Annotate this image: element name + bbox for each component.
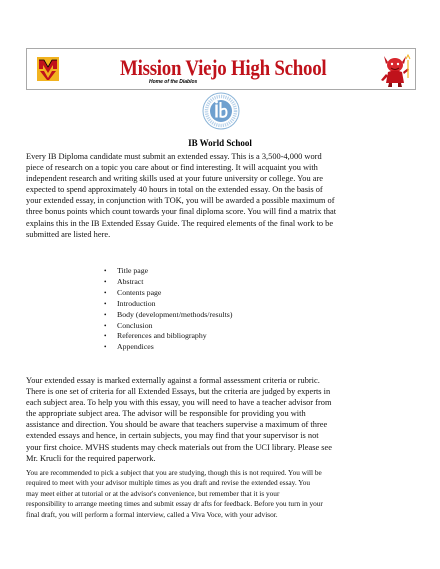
- list-item: • Appendices: [104, 342, 232, 353]
- required-elements-list: [104, 266, 232, 353]
- list-item: • Contents page: [104, 288, 232, 299]
- recommendation-paragraph: You are recommended to pick a subject that you are studying, though this is not required. You will be required to meet with your advisor multiple times as you draft and revise the extended essay. You may meet either at tutorial or at the advisor's convenience, but remember that it is your responsibility to arrange meeting times and submit essay dr afts for feedback. Before you turn in your final draft, you will perform a formal interview, called a Viva Voce, with your advisor.: [26, 468, 323, 519]
- ib-world-school-logo-icon: [202, 92, 240, 130]
- list-item: • References and bibliography: [104, 331, 232, 342]
- document-title: IB World School: [188, 138, 252, 148]
- list-item: • Title page: [104, 266, 232, 277]
- school-tagline: Home of the Diablos: [149, 79, 198, 85]
- school-header-banner: [26, 48, 416, 90]
- mv-monogram-icon: [37, 57, 59, 81]
- diablo-mascot-icon: [378, 52, 412, 88]
- intro-paragraph: Every IB Diploma candidate must submit an extended essay. This is a 3,500-4,000 word piece of research on a topic you care about or find interesting. It will acquaint you with independent research and writing skills used at your future university or college. You are expected to spend approximately 40 hours in total on the extended essay. On the basis of your extended essay, in conjunction with TOK, you will be awarded a possible maximum of three bonus points which count towards your final diploma score. You will find a matrix that explains this in the IB Extended Essay Guide. The required elements of the final work to be submitted are listed here.: [26, 152, 337, 239]
- assessment-paragraph: Your extended essay is marked externally against a formal assessment criteria or rubric. There is one set of criteria for all Extended Essays, but the criteria are judged by experts in each subject area. To help you with this essay, you will need to have a teacher advisor from the appropriate subject area. The advisor will be responsible for providing you with assistance and direction. You should be aware that teachers supervise a maximum of three extended essays and hence, in certain subjects, you may find that your supervisor is not your first choice. MVHS students may check materials out from the UCI library. Please see Mr. Krucli for the required paperwork.: [26, 376, 332, 463]
- list-item: • Conclusion: [104, 321, 232, 332]
- list-item: • Introduction: [104, 299, 232, 310]
- list-item: • Body (development/methods/results): [104, 310, 232, 321]
- school-name: Mission Viejo High School: [120, 55, 327, 80]
- list-item: • Abstract: [104, 277, 232, 288]
